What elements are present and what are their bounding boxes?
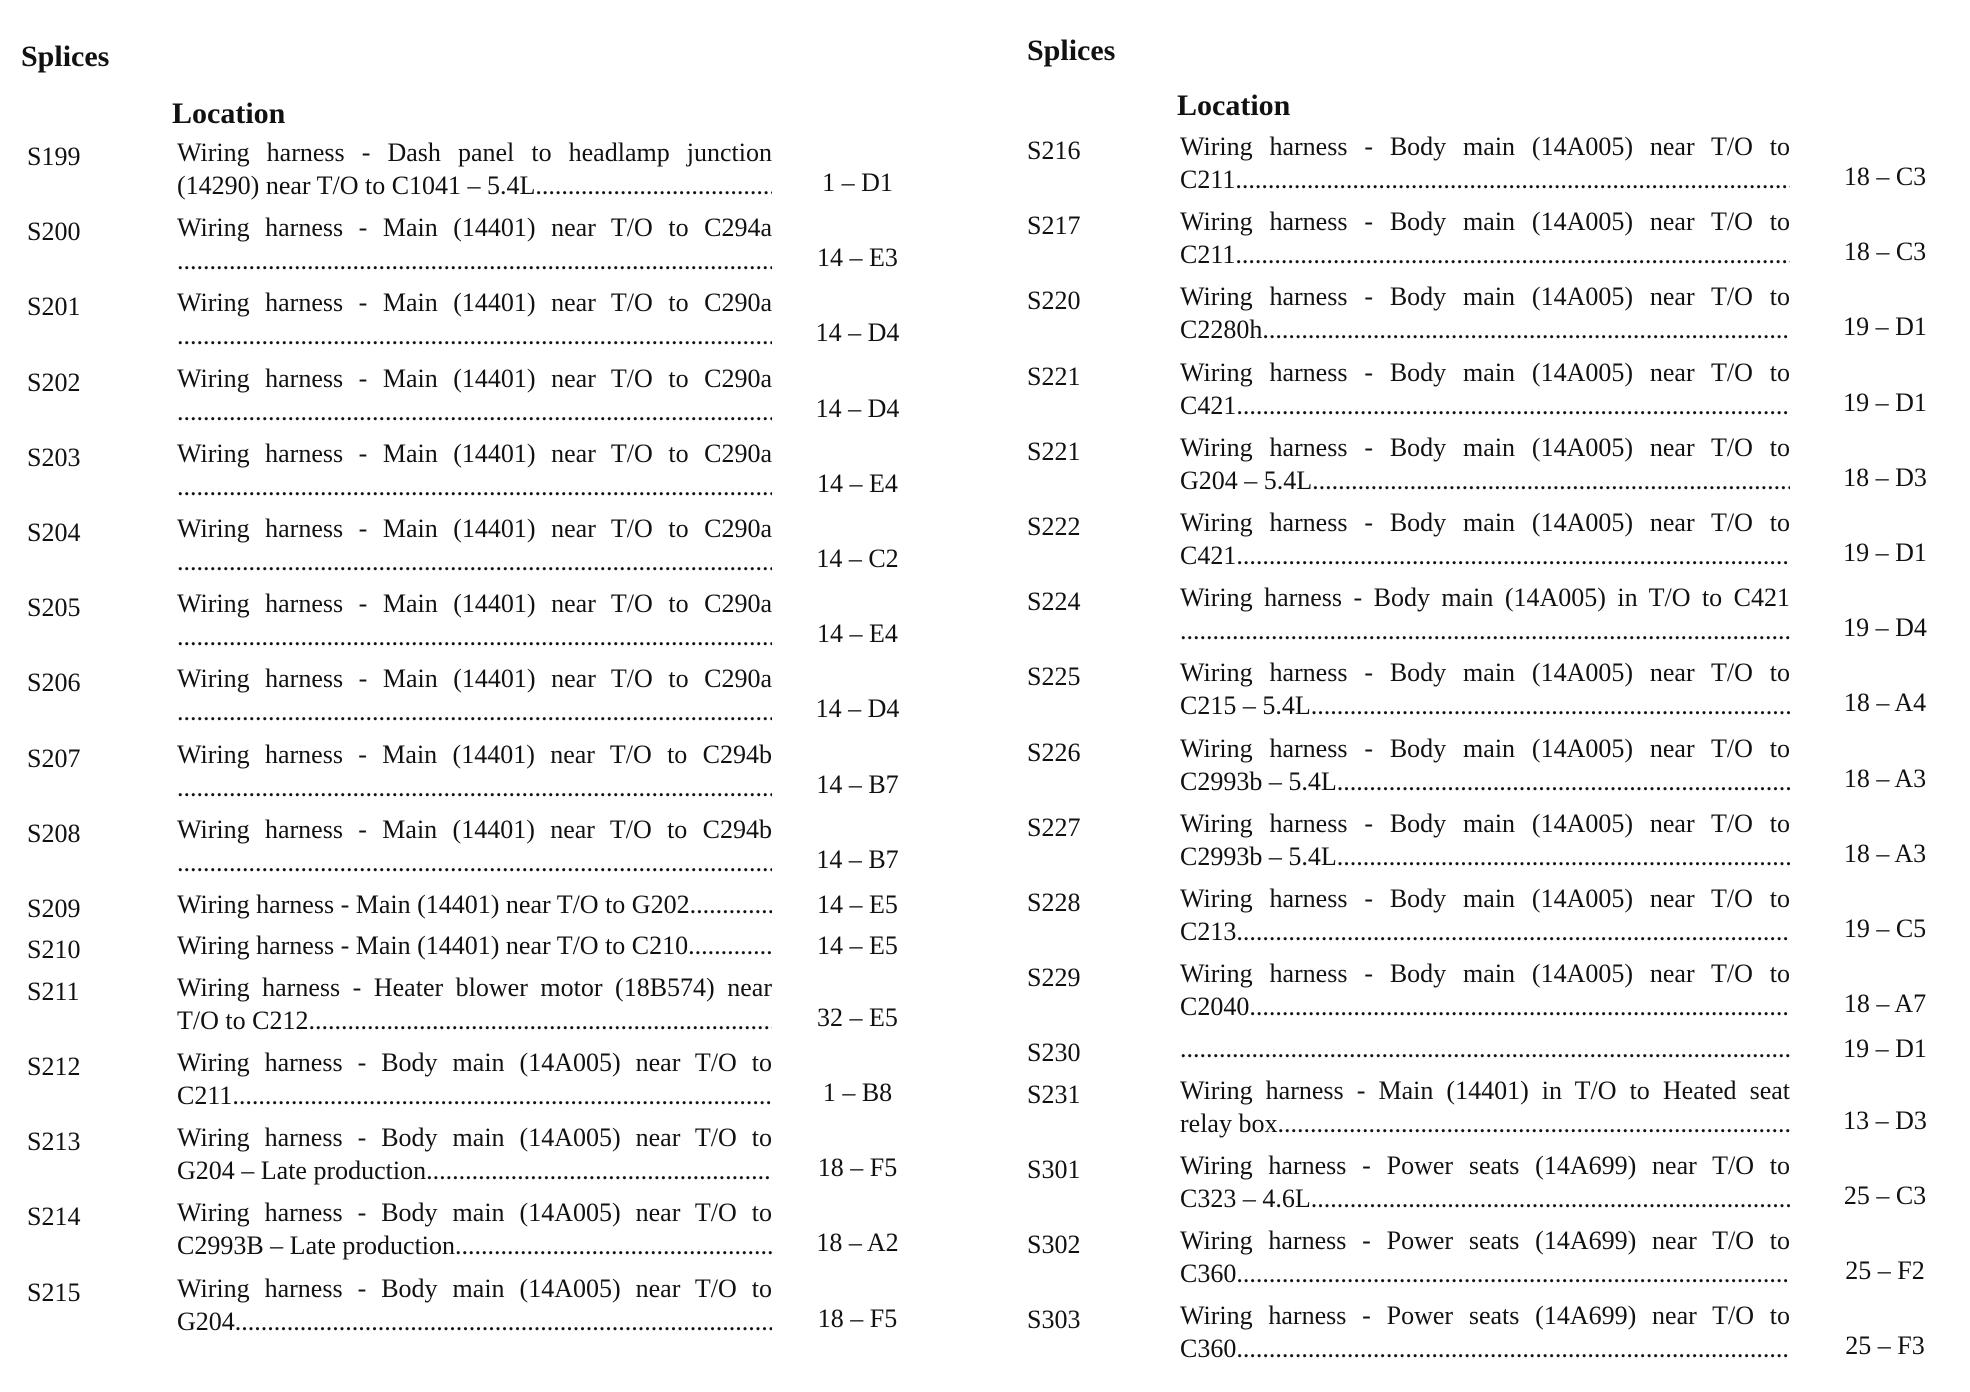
- page-reference: 19 – D1: [1843, 312, 1927, 342]
- page-reference: 25 – C3: [1843, 1180, 1927, 1210]
- leader-dots: [177, 545, 772, 578]
- splice-entry: [0, 512, 980, 587]
- splice-location: [177, 738, 772, 804]
- location-text-line1: Wiring harness - Main (14401) in T/O to Heated seat: [1180, 1075, 1790, 1105]
- splice-location: [1180, 1149, 1790, 1215]
- leader-dots: [1180, 614, 1790, 647]
- splice-location: [177, 286, 772, 352]
- splice-id: S227: [1027, 812, 1081, 842]
- page-reference: 1 – B8: [822, 1078, 893, 1108]
- splice-location: [1180, 1032, 1790, 1065]
- leader-dots: [1262, 313, 1790, 346]
- location-text-line2: C211: [177, 1081, 233, 1111]
- splice-entry: [1015, 1224, 1970, 1299]
- location-text-line1: Wiring harness - Body main (14A005) near T/O to: [1180, 282, 1790, 312]
- location-text-line2: C323 – 4.6L: [1180, 1183, 1311, 1213]
- splice-id: S214: [27, 1202, 81, 1232]
- splice-entry: [0, 362, 980, 437]
- location-text-line1: Wiring harness - Main (14401) near T/O to C290a: [177, 438, 772, 468]
- leader-dots: [1180, 1032, 1790, 1065]
- splice-entry: [0, 929, 980, 971]
- location-text-line1: Wiring harness - Main (14401) near T/O to C290a: [177, 664, 772, 694]
- splice-entry: [0, 1121, 980, 1196]
- splice-location: [1180, 130, 1790, 196]
- location-text-line1: Wiring harness - Body main (14A005) near T/O to: [1180, 808, 1790, 838]
- location-text-line2: C2280h: [1180, 315, 1263, 345]
- page-reference: 14 – D4: [815, 694, 900, 724]
- leader-dots: [177, 395, 772, 428]
- page-reference: 19 – D1: [1843, 537, 1927, 567]
- leader-dots: [426, 1154, 772, 1187]
- location-text-line1: Wiring harness - Main (14401) near T/O to C294a: [177, 213, 772, 243]
- page-reference: 18 – A4: [1843, 688, 1927, 718]
- location-text-line2: T/O to C212: [177, 1005, 309, 1035]
- location-text-line2: C213: [1180, 916, 1237, 946]
- splice-id: S210: [27, 935, 81, 965]
- splice-entry: [0, 211, 980, 286]
- splice-entry: [0, 738, 980, 813]
- location-text-line1: Wiring harness - Main (14401) near T/O to C294b: [177, 739, 772, 769]
- page-reference: 14 – E4: [817, 619, 898, 649]
- splice-id: S204: [27, 517, 81, 547]
- location-text-line1: Wiring harness - Power seats (14A699) near T/O to: [1180, 1301, 1790, 1331]
- location-text-line2: C421: [1180, 390, 1237, 420]
- splice-entry: [0, 1272, 980, 1347]
- splice-id: S224: [1027, 587, 1081, 617]
- splice-location: [1180, 732, 1790, 798]
- page-reference: 18 – A7: [1843, 989, 1927, 1019]
- splice-id: S221: [1027, 361, 1081, 391]
- splice-id: S203: [27, 442, 81, 472]
- leader-dots: [1311, 689, 1790, 722]
- splice-id: S201: [27, 292, 81, 322]
- leader-dots: [1236, 1257, 1790, 1290]
- splice-location: [177, 813, 772, 879]
- splice-location: [1180, 1299, 1790, 1365]
- page-reference: 19 – D1: [1843, 1034, 1927, 1064]
- splice-location: [1180, 280, 1790, 346]
- splice-id: S226: [1027, 737, 1081, 767]
- splice-entry: [0, 1046, 980, 1121]
- leader-dots: [235, 1305, 772, 1338]
- splice-id: S216: [1027, 136, 1081, 165]
- location-text-line1: Wiring harness - Body main (14A005) near T/O to: [1180, 432, 1790, 462]
- location-text-line2: C2993b – 5.4L: [1180, 841, 1337, 871]
- location-header: Location: [1177, 89, 1291, 122]
- location-text-line1: Wiring harness - Body main (14A005) near T/O to: [177, 1198, 772, 1228]
- splice-id: S221: [1027, 436, 1081, 466]
- location-text: Wiring harness - Main (14401) near T/O to G202: [177, 889, 690, 919]
- leader-dots: [1312, 464, 1790, 497]
- splice-entry: [1015, 431, 1970, 506]
- splice-location: [1180, 356, 1790, 422]
- leader-dots: [1235, 163, 1790, 196]
- splice-entry: [1015, 356, 1970, 431]
- splice-entry: [0, 1196, 980, 1271]
- splice-entry: [0, 286, 980, 361]
- splice-location: [177, 888, 772, 921]
- section-title: Splices: [1027, 34, 1116, 67]
- page-reference: 18 – C3: [1843, 162, 1927, 191]
- location-text-line2: C360: [1180, 1259, 1237, 1289]
- splice-entry: [1015, 205, 1970, 280]
- page-reference: 14 – D4: [815, 318, 900, 348]
- splice-location: [177, 1046, 772, 1112]
- location-text-line2: C360: [1180, 1334, 1237, 1364]
- splice-entry: [1015, 506, 1970, 581]
- page-reference: 18 – F5: [817, 1153, 898, 1183]
- location-text-line2: C2993b – 5.4L: [1180, 766, 1337, 796]
- location-text-line1: Wiring harness - Main (14401) near T/O to C294b: [177, 814, 772, 844]
- splice-location: [177, 136, 772, 202]
- splice-id: S208: [27, 818, 81, 848]
- page-reference: 25 – F3: [1845, 1331, 1925, 1361]
- location-text-line1: Wiring harness - Body main (14A005) in T/O to C421: [1180, 583, 1790, 613]
- location-text-line2: C2993B – Late production: [177, 1231, 456, 1261]
- splice-id: S222: [1027, 511, 1081, 541]
- leader-dots: [1236, 1332, 1790, 1365]
- splice-id: S206: [27, 668, 81, 698]
- leader-dots: [1236, 915, 1790, 948]
- splice-entry: [1015, 1149, 1970, 1224]
- location-text-line1: Wiring harness - Main (14401) near T/O to C290a: [177, 513, 772, 543]
- location-text-line1: Wiring harness - Body main (14A005) near T/O to: [1180, 357, 1790, 387]
- page-reference: 18 – A3: [1843, 763, 1927, 793]
- splice-entry: [1015, 882, 1970, 957]
- location-text-line1: Wiring harness - Body main (14A005) near T/O to: [1180, 733, 1790, 763]
- splice-entry: [0, 888, 980, 930]
- splice-location: [1180, 431, 1790, 497]
- location-text-line1: Wiring harness - Body main (14A005) near T/O to: [177, 1048, 772, 1078]
- page-reference: 19 – C5: [1843, 913, 1927, 943]
- splice-location: [177, 1272, 772, 1338]
- location-text-line1: Wiring harness - Main (14401) near T/O to C290a: [177, 363, 772, 393]
- leader-dots: [177, 620, 772, 653]
- leader-dots: [455, 1229, 772, 1262]
- location-text-line1: Wiring harness - Body main (14A005) near T/O to: [177, 1273, 772, 1303]
- leader-dots: [232, 1079, 772, 1112]
- splice-id: S211: [27, 976, 80, 1006]
- splice-location: [1180, 1224, 1790, 1290]
- splice-entry: [1015, 656, 1970, 731]
- splice-id: S209: [27, 893, 81, 923]
- splice-entry: [1015, 1299, 1970, 1374]
- page-reference: 14 – E5: [817, 931, 898, 961]
- section-title: Splices: [21, 40, 110, 73]
- leader-dots: [308, 1004, 772, 1037]
- splice-id: S202: [27, 367, 81, 397]
- splice-entry: [0, 971, 980, 1046]
- leader-dots: [1277, 1107, 1790, 1140]
- splice-entry: [0, 662, 980, 737]
- leader-dots: [1337, 765, 1790, 798]
- splice-id: S217: [1027, 211, 1081, 241]
- splice-location: [1180, 656, 1790, 722]
- splice-list-left: [0, 136, 980, 1347]
- splice-entry: [0, 437, 980, 512]
- splice-id: S301: [1027, 1154, 1081, 1184]
- splice-id: S225: [1027, 662, 1081, 692]
- splice-location: [1180, 506, 1790, 572]
- page-reference: 25 – F2: [1845, 1256, 1925, 1286]
- page-reference: 14 – E3: [817, 243, 898, 273]
- splice-entry: [0, 587, 980, 662]
- page-reference: 14 – D4: [815, 393, 900, 423]
- location-text-line1: Wiring harness - Body main (14A005) near T/O to: [1180, 207, 1790, 237]
- page-reference: 19 – D4: [1843, 613, 1927, 643]
- splice-entry: [1015, 1032, 1970, 1074]
- leader-dots: [1249, 990, 1790, 1023]
- splice-location: [177, 1121, 772, 1187]
- splice-location: [1180, 205, 1790, 271]
- page-reference: 1 – D1: [822, 168, 893, 197]
- splice-location: [1180, 581, 1790, 647]
- location-text-line2: C421: [1180, 540, 1237, 570]
- location-text-line1: Wiring harness - Body main (14A005) near T/O to: [1180, 959, 1790, 989]
- page-reference: 14 – B7: [816, 844, 899, 874]
- page-reference: 18 – C3: [1843, 237, 1927, 267]
- page-reference: 32 – E5: [817, 1002, 898, 1032]
- leader-dots: [688, 929, 772, 962]
- page-reference: 18 – A2: [816, 1228, 899, 1258]
- location-header: Location: [172, 97, 286, 130]
- splice-location: [177, 512, 772, 578]
- location-text-line1: Wiring harness - Body main (14A005) near T/O to: [1180, 132, 1790, 161]
- location-text-line1: Wiring harness - Power seats (14A699) near T/O to: [1180, 1150, 1790, 1180]
- splice-entry: [0, 136, 980, 211]
- location-text-line2: C211: [1180, 165, 1236, 194]
- location-text-line2: G204 – 5.4L: [1180, 465, 1313, 495]
- splice-id: S205: [27, 593, 81, 623]
- splice-list-right: [1015, 130, 1970, 1375]
- leader-dots: [177, 695, 772, 728]
- page-reference: 19 – D1: [1843, 387, 1927, 417]
- splice-id: S230: [1027, 1038, 1081, 1068]
- splice-id: S302: [1027, 1230, 1081, 1260]
- splice-entry: [1015, 130, 1970, 205]
- page-reference: 13 – D3: [1843, 1105, 1927, 1135]
- splice-id: S228: [1027, 887, 1081, 917]
- splice-id: S207: [27, 743, 81, 773]
- leader-dots: [177, 846, 772, 879]
- page-reference: 18 – A3: [1843, 838, 1927, 868]
- location-text-line2: relay box: [1180, 1108, 1278, 1138]
- location-text-line1: Wiring harness - Body main (14A005) near T/O to: [1180, 658, 1790, 688]
- location-text-line2: G204: [177, 1306, 235, 1336]
- splice-location: [1180, 807, 1790, 873]
- splice-location: [1180, 957, 1790, 1023]
- splice-location: [1180, 1074, 1790, 1140]
- location-text-line2: C211: [1180, 240, 1236, 270]
- location-text-line1: Wiring harness - Heater blower motor (18B574) near: [177, 972, 772, 1002]
- leader-dots: [177, 244, 772, 277]
- page-reference: 14 – E5: [817, 889, 898, 919]
- page-reference: 14 – C2: [816, 543, 899, 573]
- splice-location: [177, 929, 772, 962]
- leader-dots: [535, 169, 772, 202]
- location-text-line2: (14290) near T/O to C1041 – 5.4L: [177, 171, 536, 200]
- page-reference: 14 – B7: [816, 769, 899, 799]
- splice-entry: [1015, 807, 1970, 882]
- splice-location: [177, 211, 772, 277]
- location-text-line1: Wiring harness - Main (14401) near T/O to C290a: [177, 589, 772, 619]
- splice-entry: [1015, 280, 1970, 355]
- location-text: Wiring harness - Main (14401) near T/O to C210: [177, 931, 689, 961]
- splice-id: S213: [27, 1127, 81, 1157]
- splice-location: [177, 971, 772, 1037]
- splice-id: S199: [27, 142, 81, 171]
- location-text-line1: Wiring harness - Main (14401) near T/O to C290a: [177, 288, 772, 318]
- splice-entry: [1015, 1074, 1970, 1149]
- leader-dots: [177, 470, 772, 503]
- splice-location: [177, 362, 772, 428]
- location-text-line1: Wiring harness - Body main (14A005) near T/O to: [1180, 507, 1790, 537]
- location-text-line2: C215 – 5.4L: [1180, 691, 1311, 721]
- location-text-line1: Wiring harness - Dash panel to headlamp junction: [177, 138, 772, 167]
- splice-id: S231: [1027, 1079, 1081, 1109]
- location-text-line2: C2040: [1180, 992, 1250, 1022]
- splice-location: [177, 437, 772, 503]
- leader-dots: [690, 888, 772, 921]
- leader-dots: [177, 319, 772, 352]
- splice-id: S220: [1027, 286, 1081, 316]
- splice-entry: [1015, 957, 1970, 1032]
- leader-dots: [1236, 539, 1790, 572]
- splice-entry: [1015, 581, 1970, 656]
- leader-dots: [1235, 238, 1790, 271]
- page-reference: 14 – E4: [817, 468, 898, 498]
- splice-id: S212: [27, 1052, 81, 1082]
- leader-dots: [1236, 389, 1790, 422]
- location-text-line1: Wiring harness - Body main (14A005) near T/O to: [1180, 883, 1790, 913]
- splice-id: S229: [1027, 963, 1081, 993]
- splice-entry: [1015, 732, 1970, 807]
- location-text-line1: Wiring harness - Power seats (14A699) near T/O to: [1180, 1226, 1790, 1256]
- splice-location: [177, 662, 772, 728]
- splice-location: [1180, 882, 1790, 948]
- page-reference: 18 – D3: [1843, 462, 1927, 492]
- location-text-line2: G204 – Late production: [177, 1156, 427, 1186]
- splice-location: [177, 1196, 772, 1262]
- splice-location: [177, 587, 772, 653]
- leader-dots: [1311, 1182, 1790, 1215]
- splice-entry: [0, 813, 980, 888]
- splice-id: S200: [27, 217, 81, 247]
- leader-dots: [1337, 840, 1790, 873]
- leader-dots: [177, 771, 772, 804]
- page-reference: 18 – F5: [817, 1303, 898, 1333]
- splice-id: S215: [27, 1277, 81, 1307]
- splice-id: S303: [1027, 1305, 1081, 1335]
- location-text-line1: Wiring harness - Body main (14A005) near T/O to: [177, 1123, 772, 1153]
